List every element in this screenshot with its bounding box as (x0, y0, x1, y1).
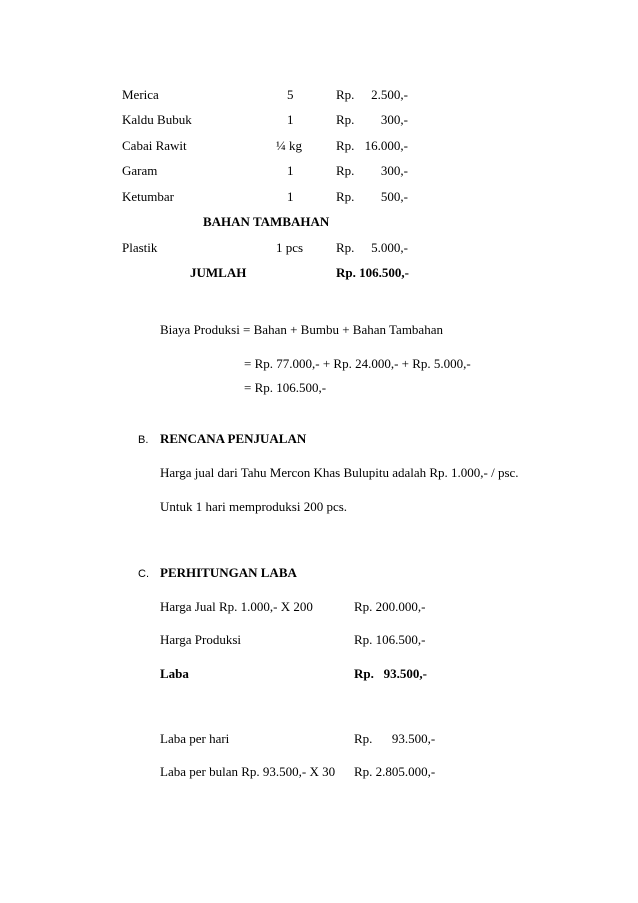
laba-row-value: Rp. 2.805.000,- (354, 764, 436, 779)
ingredient-price: 300,- (380, 163, 408, 178)
biaya-calculation: = Rp. 77.000,- + Rp. 24.000,- + Rp. 5.000,- (244, 356, 471, 371)
laba-row-value: Rp. 106.500,- (354, 632, 426, 647)
ingredient-name: Merica (122, 87, 159, 102)
laba-row-label: Laba (160, 666, 189, 681)
section-c-title: PERHITUNGAN LABA (160, 565, 297, 580)
ingredient-currency: Rp. (336, 87, 355, 102)
laba-row-label: Laba per hari (160, 731, 230, 746)
ingredient-currency: Rp. (336, 138, 355, 153)
ingredient-name: Cabai Rawit (122, 138, 187, 153)
jumlah-value: Rp. 106.500,- (336, 265, 409, 280)
ingredient-name: Garam (122, 163, 158, 178)
ingredient-currency: Rp. (336, 163, 355, 178)
section-b-paragraph: Untuk 1 hari memproduksi 200 pcs. (160, 499, 348, 514)
biaya-result: = Rp. 106.500,- (244, 380, 327, 395)
section-c-marker: C. (138, 568, 149, 580)
laba-row-label: Harga Jual Rp. 1.000,- X 200 (160, 599, 313, 614)
ingredient-price: 300,- (380, 112, 408, 127)
ingredient-name: Kaldu Bubuk (122, 112, 192, 127)
ingredient-price: 5.000,- (371, 240, 408, 255)
ingredient-qty: 1 (287, 163, 294, 178)
laba-row-label: Harga Produksi (160, 632, 242, 647)
ingredient-qty: 1 (287, 112, 294, 127)
section-b-marker: B. (138, 434, 149, 446)
ingredient-currency: Rp. (336, 112, 355, 127)
ingredient-name: Ketumbar (122, 189, 174, 204)
ingredient-name: Plastik (122, 240, 158, 255)
ingredient-price: 500,- (380, 189, 408, 204)
ingredient-price: 2.500,- (371, 87, 408, 102)
biaya-formula: Biaya Produksi = Bahan + Bumbu + Bahan Tambahan (160, 322, 443, 337)
ingredient-qty: 1 (287, 189, 294, 204)
section-b-paragraph: Harga jual dari Tahu Mercon Khas Bulupitu adalah Rp. 1.000,- / psc. (160, 465, 519, 480)
ingredient-qty: 5 (287, 87, 294, 102)
ingredient-price: 16.000,- (364, 138, 408, 153)
ingredient-currency: Rp. (336, 240, 355, 255)
ingredient-qty: 1 pcs (276, 240, 304, 255)
laba-row-value: Rp. 93.500,- (354, 666, 427, 681)
laba-row-value: Rp. 93.500,- (354, 731, 436, 746)
jumlah-label: JUMLAH (190, 265, 247, 280)
ingredient-currency: Rp. (336, 189, 355, 204)
bahan-tambahan-heading: BAHAN TAMBAHAN (203, 214, 330, 229)
ingredient-qty: ¼ kg (276, 138, 302, 153)
laba-row-label: Laba per bulan Rp. 93.500,- X 30 (160, 764, 336, 779)
laba-row-value: Rp. 200.000,- (354, 599, 426, 614)
section-b-title: RENCANA PENJUALAN (160, 431, 307, 446)
